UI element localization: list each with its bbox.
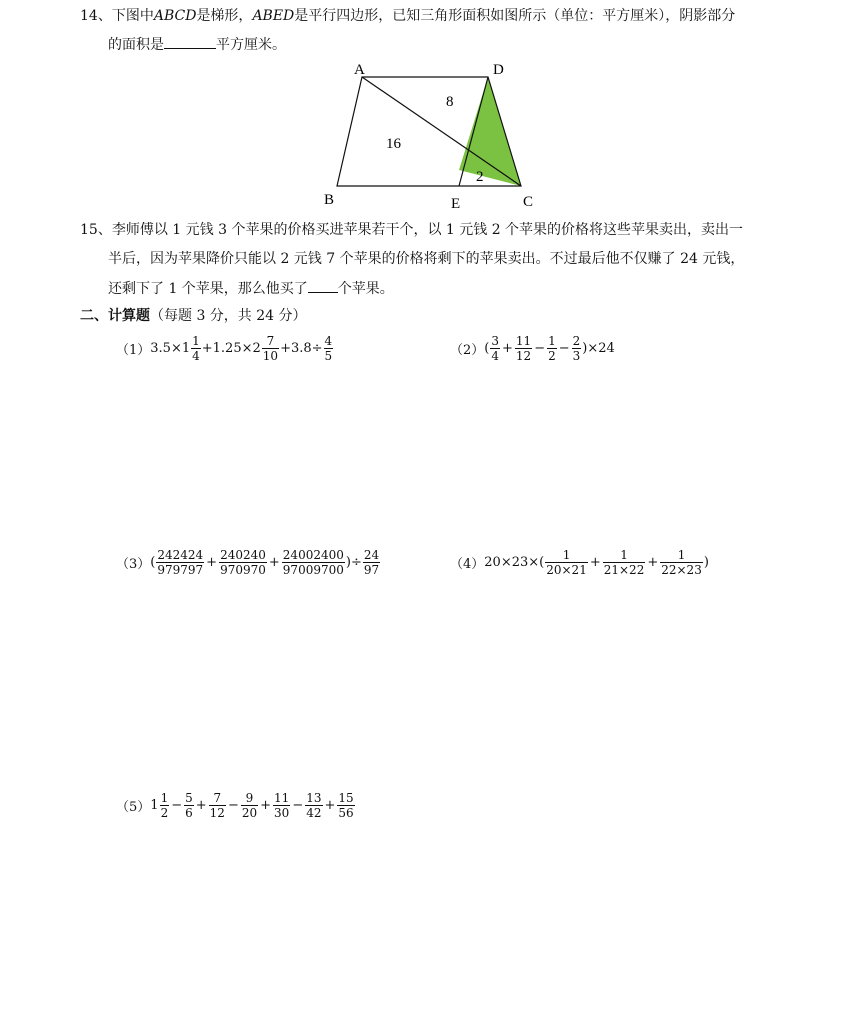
operator: − — [171, 798, 183, 813]
fraction: $\frac{240240}{970970}$ — [220, 548, 266, 577]
fraction: $\frac{1}{2}$ — [548, 334, 556, 363]
fraction: $\frac{1}{22\times 23}$ — [661, 548, 702, 577]
operator: + — [268, 555, 280, 570]
problem-1 — [116, 334, 334, 363]
operator: + — [502, 341, 513, 356]
fraction: $\frac{4}{5}$ — [324, 334, 333, 363]
q15-text: 还剩下了 1 个苹果，那么他买了 — [108, 281, 308, 297]
vertex-label-e: E — [451, 196, 461, 210]
problem-label: （1） — [116, 343, 151, 358]
q14-text: 是平行四边形，已知三角形面积如图所示（单位：平方厘米），阴影部分 — [294, 8, 736, 24]
q15-line1 — [80, 220, 743, 240]
fraction: $\frac{24}{97}$ — [363, 548, 380, 577]
fraction: $\frac{15}{56}$ — [338, 791, 354, 820]
operator: − — [558, 341, 570, 356]
q14-line2 — [108, 34, 286, 55]
expr-text: 20×23×( — [484, 555, 545, 570]
expr-text: )÷ — [345, 555, 362, 570]
q14-line1 — [80, 6, 735, 26]
vertex-label-b: B — [324, 192, 335, 208]
fraction: $\frac{7}{10}$ — [262, 334, 279, 363]
expr-text: ) — [703, 555, 709, 570]
operator: + — [195, 798, 207, 813]
fraction: $\frac{13}{42}$ — [306, 791, 322, 820]
fraction: $\frac{5}{6}$ — [185, 791, 193, 820]
fraction: $\frac{1}{2}$ — [160, 791, 169, 820]
section-note: （每题 3 分，共 24 分） — [150, 308, 307, 324]
fraction: $\frac{11}{12}$ — [515, 334, 532, 363]
problem-label: （3） — [116, 557, 151, 572]
fraction: $\frac{11}{30}$ — [274, 791, 290, 820]
expr-text: 3.5×1 — [150, 341, 191, 356]
problem-5 — [116, 791, 356, 820]
expr-text: ( — [484, 341, 490, 356]
problem-label: （2） — [450, 343, 485, 358]
fraction: $\frac{1}{4}$ — [192, 334, 200, 363]
fraction: $\frac{2}{3}$ — [572, 334, 581, 363]
shaded-triangle — [459, 77, 521, 186]
problem-label: （4） — [450, 557, 485, 572]
area-label-left: 16 — [386, 136, 401, 152]
fraction: $\frac{7}{12}$ — [209, 791, 225, 820]
abcd-label: ABCD — [153, 8, 197, 24]
trapezoid-figure — [320, 58, 550, 210]
q15-number: 15、 — [80, 222, 112, 238]
expr-text: +1.25×2 — [201, 341, 261, 356]
q15-line3 — [108, 278, 394, 299]
q14-text: 的面积是 — [108, 37, 164, 53]
operator: − — [227, 798, 239, 813]
section-header — [80, 306, 307, 326]
q15-text: 个苹果。 — [337, 281, 394, 297]
problem-label: （5） — [116, 800, 151, 815]
fraction: $\frac{242424}{979797}$ — [157, 548, 204, 577]
abed-label: ABED — [252, 8, 295, 24]
fraction: $\frac{1}{21\times 22}$ — [603, 548, 645, 577]
answer-blank[interactable] — [308, 278, 338, 293]
q14-text: 下图中 — [111, 8, 154, 24]
expr-text: )×24 — [582, 341, 615, 356]
vertex-label-d: D — [493, 62, 504, 78]
q14-text: 平方厘米。 — [216, 37, 286, 53]
fraction: $\frac{1}{20\times 21}$ — [546, 548, 587, 577]
expr-text: +3.8÷ — [280, 341, 323, 356]
operator: + — [324, 798, 336, 813]
answer-blank[interactable] — [164, 34, 216, 49]
expr-text: 1 — [150, 798, 159, 813]
area-label-bottom: 2 — [476, 169, 484, 185]
problem-3 — [116, 548, 381, 577]
area-label-top: 8 — [446, 94, 454, 110]
fraction: $\frac{24002400}{97009700}$ — [282, 548, 344, 577]
operator: + — [589, 555, 601, 570]
operator: + — [260, 798, 272, 813]
operator: − — [534, 341, 546, 356]
expr-text: ( — [150, 555, 156, 570]
q14-text: 是梯形， — [196, 8, 253, 24]
q15-line2: 半后，因为苹果降价只能以 2 元钱 7 个苹果的价格将剩下的苹果卖出。不过最后他不仅赚了 24 元钱， — [108, 251, 745, 267]
problem-4 — [450, 548, 709, 577]
problem-2 — [450, 334, 615, 363]
operator: + — [647, 555, 659, 570]
vertex-label-a: A — [354, 62, 365, 78]
vertex-label-c: C — [523, 194, 534, 210]
q14-number: 14、 — [80, 8, 112, 24]
fraction: $\frac{9}{20}$ — [241, 791, 258, 820]
q15-text: 李师傅以 1 元钱 3 个苹果的价格买进苹果若干个，以 1 元钱 2 个苹果的价格将这些苹果卖出，卖出一 — [111, 222, 744, 238]
section-title: 二、计算题 — [80, 308, 150, 324]
operator: + — [206, 555, 218, 570]
fraction: $\frac{3}{4}$ — [491, 334, 499, 363]
operator: − — [292, 798, 304, 813]
